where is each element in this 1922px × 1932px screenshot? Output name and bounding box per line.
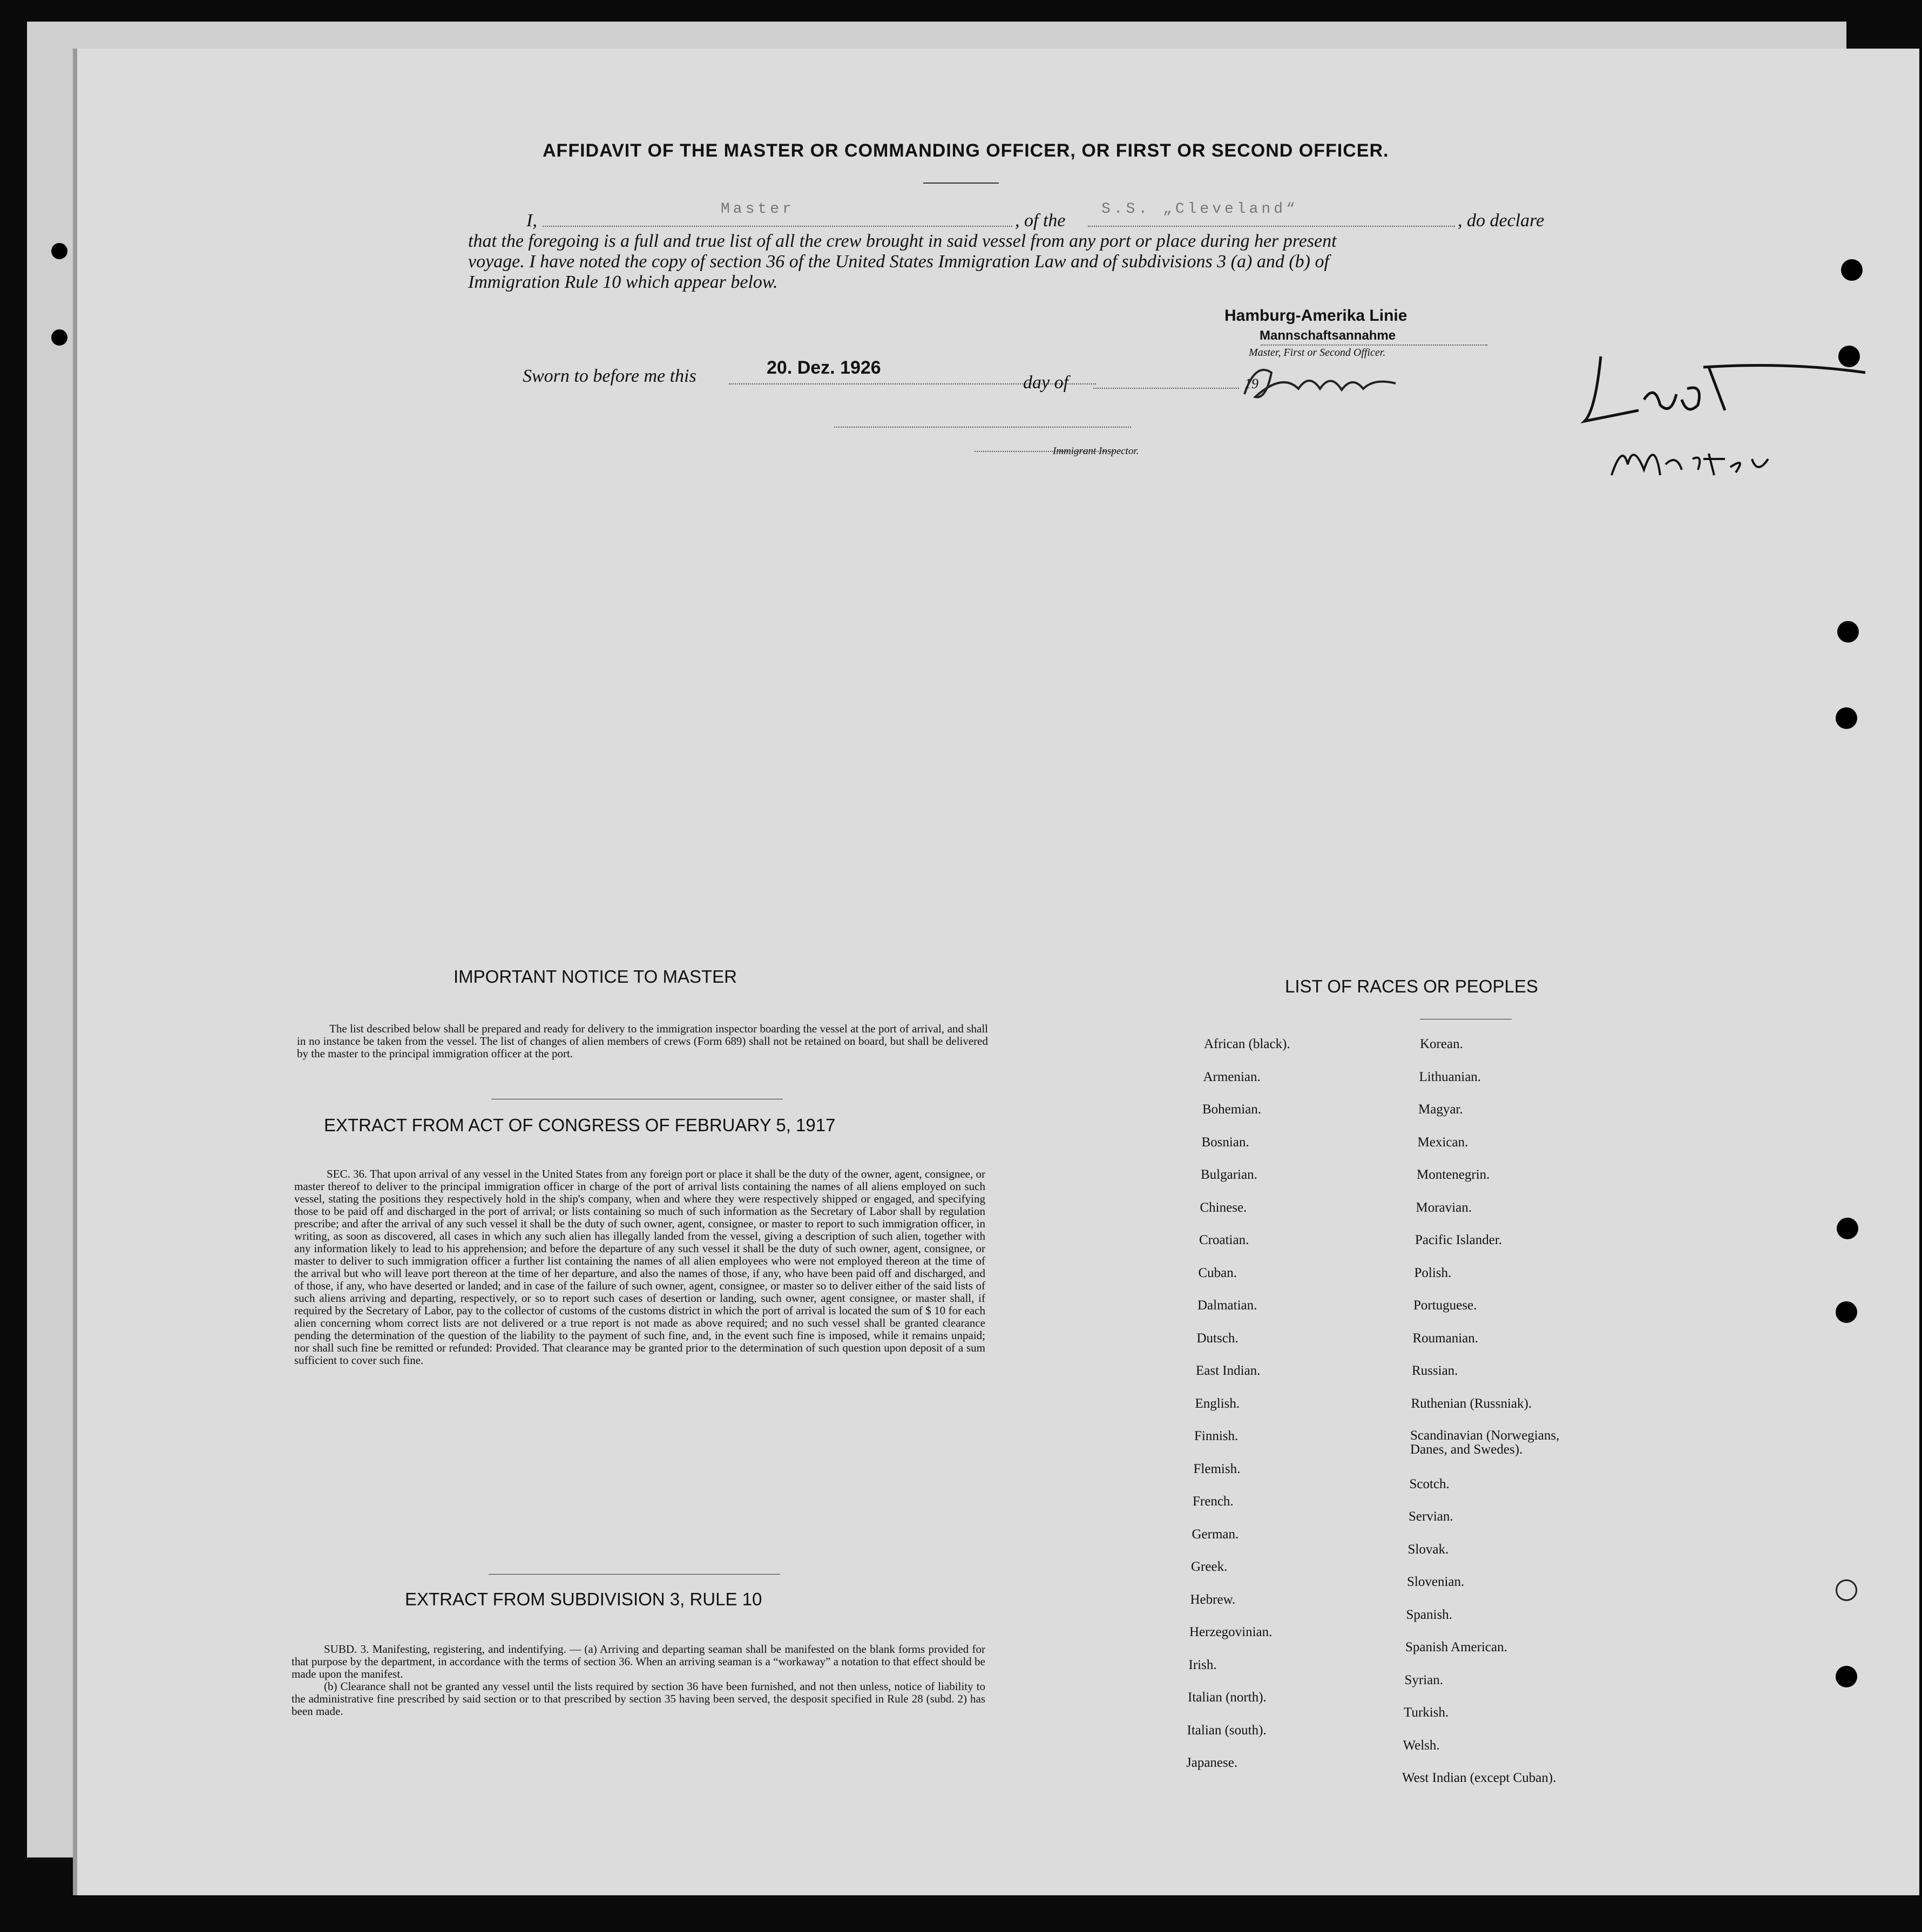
margin-rule [73, 49, 77, 1895]
race-left-item: Italian (south). [1187, 1722, 1267, 1738]
i-label: I, [526, 211, 537, 231]
race-right-item: Turkish. [1404, 1705, 1449, 1720]
race-right-item: Korean. [1420, 1037, 1463, 1051]
do-declare: , do declare [1458, 211, 1545, 231]
rule-para-b: (b) Clearance shall not be granted any vessel until the lists required by section 36 have been furnished, and not then unless, notice of liability to the administrative fine prescribed by said section or to that prescribed by section 35 having been served, the desposit specified in Rule 28 (subd. 2) has been made. [292, 1680, 985, 1718]
race-left-item: German. [1192, 1526, 1239, 1542]
inspector-line-1 [834, 427, 1131, 428]
binder-hole [1836, 1579, 1857, 1601]
race-right-item: Spanish. [1406, 1607, 1452, 1622]
binder-hole-left [51, 329, 67, 346]
race-right-item: West Indian (except Cuban). [1402, 1771, 1556, 1785]
stamp-line1: Hamburg-Amerika Linie [1224, 307, 1407, 325]
handwritten-initials [1234, 351, 1412, 410]
act-text [294, 1168, 985, 1367]
master-caption: Master, First or Second Officer. [1249, 347, 1386, 359]
race-left-item: Bohemian. [1202, 1102, 1262, 1117]
rule-heading: EXTRACT FROM SUBDIVISION 3, RULE 10 [405, 1589, 762, 1609]
binder-hole [1836, 1666, 1857, 1687]
race-left-item: Flemish. [1193, 1461, 1241, 1476]
race-left-item: Armenian. [1203, 1069, 1261, 1084]
race-right-item: Magyar. [1418, 1102, 1463, 1117]
sworn-date: 20. Dez. 1926 [767, 357, 881, 378]
race-left-item: East Indian. [1196, 1363, 1261, 1378]
notice-heading: IMPORTANT NOTICE TO MASTER [454, 967, 737, 987]
race-left-item: Herzegovinian. [1189, 1625, 1273, 1639]
race-right-item: Roumanian. [1412, 1330, 1479, 1346]
form-page [73, 49, 1919, 1895]
race-right-item: Mexican. [1417, 1134, 1468, 1150]
master-line [543, 226, 1012, 227]
affidavit-line4: Immigration Rule 10 which appear below. [468, 272, 778, 292]
of-the-label: , of the [1015, 211, 1066, 231]
race-left-item: Chinese. [1200, 1200, 1247, 1215]
vessel-typed: S.S. „Cleveland“ [1101, 201, 1298, 218]
sworn-label: Sworn to before me this [523, 366, 696, 386]
act-paragraph: SEC. 36. That upon arrival of any vessel in the United States from any foreign port or place it shall be the duty of the owner, agent, consignee, or master thereof to deliver to the principal immigration officer in charge of the port of arrival lists containing the names of all aliens employed on such vessel, stating the positions they respectively hold in the ship's company, when and where they were respectively shipped or engaged, and specifying those to be paid off and discharged in the port of arrival; or lists containing so much of such information as the Secretary of Labor shall by regulation prescribe; and after the arrival of any such vessel it shall be the duty of such owner, agent, consignee, or master to report to such immigration officer, in writing, as soon as discovered, all cases in which any such alien has illegally landed from the vessel, giving a description of such alien, together with any information likely to lead to his apprehension; and before the departure of any such vessel it shall be the duty of such owner, agent, consignee, or master to deliver to such immigration officer a further list containing the names of all alien employees who were not employed thereon at the time of the arrival but who will leave port thereon at the time of her departure, and also the names of those, if any, who have been paid off and discharged, and of those, if any, who have deserted or landed; and in case of the failure of such owner, agent, consignee, or master so to deliver either of the said lists of such aliens arriving and departing, respectively, or so to report such cases of desertion or landing, such owner, agent consignee, or master shall, if required by the Secretary of Labor, pay to the collector of customs of the customs district in which the port of arrival is located the sum of $ 10 for each alien concerning whom correct lists are not delivered or a true report is not made as above required; and no such vessel shall be granted clearance pending the determination of the question of the liability to the payment of such fine, and, in the event such fine is imposed, while it remains unpaid; nor shall such fine be remitted or refunded: Provided. That clearance may be granted prior to the determination of such question upon deposit of a sum sufficient to cover such fine. [294, 1167, 985, 1367]
affidavit-line2: that the foregoing is a full and true list of all the crew brought in said vessel from any port or place during her present [468, 231, 1337, 251]
race-left-item: Irish. [1188, 1657, 1217, 1672]
race-right-item: Russian. [1412, 1363, 1458, 1378]
race-left-item: Italian (north). [1188, 1690, 1267, 1705]
race-right-item: Slovak. [1407, 1542, 1449, 1557]
race-right-item: Ruthenian (Russniak). [1411, 1396, 1532, 1411]
race-right-item: Scandinavian (Norwegians, Danes, and Swedes). [1410, 1428, 1560, 1457]
race-right-item: Montenegrin. [1417, 1167, 1490, 1182]
rule-para-a: SUBD. 3. Manifesting, registering, and indentifying. — (a) Arriving and departing seaman shall be manifested on the blank forms provided for that purpose by the department, in accordance with the terms of section 36. When an arriving seaman is a “workaway” a notation to that effect should be made upon the manifest. [292, 1643, 985, 1680]
binder-hole [1836, 707, 1857, 729]
race-left-item: African (black). [1204, 1037, 1290, 1051]
race-right-item: Servian. [1409, 1509, 1453, 1524]
stamp-line2: Mannschaftsannahme [1260, 328, 1396, 343]
notice-text [297, 1023, 988, 1060]
affidavit-line3: voyage. I have noted the copy of section 36 of the United States Immigration Law and of subdivisions 3 (a) and (b) of [468, 252, 1329, 272]
race-right-item: Syrian. [1404, 1672, 1444, 1687]
rule-text [292, 1643, 985, 1718]
race-left-item: Cuban. [1198, 1265, 1237, 1280]
race-right-item: Spanish American. [1405, 1640, 1507, 1654]
race-left-item: Hebrew. [1190, 1592, 1236, 1607]
master-typed: Master [721, 201, 795, 218]
binder-hole [1837, 1218, 1858, 1239]
act-rule [489, 1574, 780, 1575]
race-right-item: Welsh. [1403, 1738, 1440, 1753]
race-right-item: Slovenian. [1407, 1575, 1465, 1589]
inspector-caption: Immigrant Inspector. [1053, 445, 1139, 457]
race-right-item: Polish. [1414, 1265, 1452, 1280]
day-of-line [1093, 388, 1239, 389]
race-left-item: Croatian. [1199, 1233, 1249, 1247]
race-right-item: Portuguese. [1413, 1298, 1477, 1313]
day-of-label: day of [1023, 373, 1069, 393]
races-heading: LIST OF RACES OR PEOPLES [1285, 976, 1538, 996]
race-left-item: Dalmatian. [1197, 1298, 1257, 1313]
binder-hole [1841, 259, 1863, 281]
year-prefix: 19 [1244, 376, 1258, 391]
race-left-item: French. [1193, 1494, 1234, 1509]
race-right-item: Pacific Islander. [1415, 1233, 1503, 1247]
title-underline [923, 183, 999, 184]
stamp-line [1261, 344, 1487, 346]
race-left-item: Japanese. [1186, 1755, 1238, 1770]
race-right-item: Lithuanian. [1419, 1069, 1481, 1084]
affidavit-title: AFFIDAVIT OF THE MASTER OR COMMANDING OFFICER, OR FIRST OR SECOND OFFICER. [543, 140, 1389, 161]
race-left-item: Dutsch. [1196, 1330, 1239, 1346]
binder-hole-left [51, 243, 67, 259]
race-right-item: Scotch. [1409, 1476, 1450, 1491]
race-right-item: Moravian. [1416, 1200, 1472, 1215]
notice-paragraph: The list described below shall be prepared and ready for delivery to the immigration inspector boarding the vessel at the port of arrival, and shall in no instance be taken from the vessel. The list of changes of alien members of crews (Form 689) shall not be retained on board, but shall be delivered by the master to the principal immigration officer at the port. [297, 1022, 988, 1060]
race-left-item: Finnish. [1194, 1429, 1239, 1443]
act-heading: EXTRACT FROM ACT OF CONGRESS OF FEBRUARY 5, 1917 [324, 1115, 836, 1135]
binder-hole [1837, 621, 1859, 643]
binder-hole [1838, 346, 1860, 367]
vessel-line [1088, 226, 1455, 227]
race-left-item: Bulgarian. [1201, 1167, 1257, 1182]
binder-hole [1836, 1301, 1857, 1323]
race-left-item: Greek. [1191, 1559, 1228, 1574]
race-left-item: Bosnian. [1201, 1134, 1249, 1150]
race-left-item: English. [1195, 1396, 1240, 1411]
